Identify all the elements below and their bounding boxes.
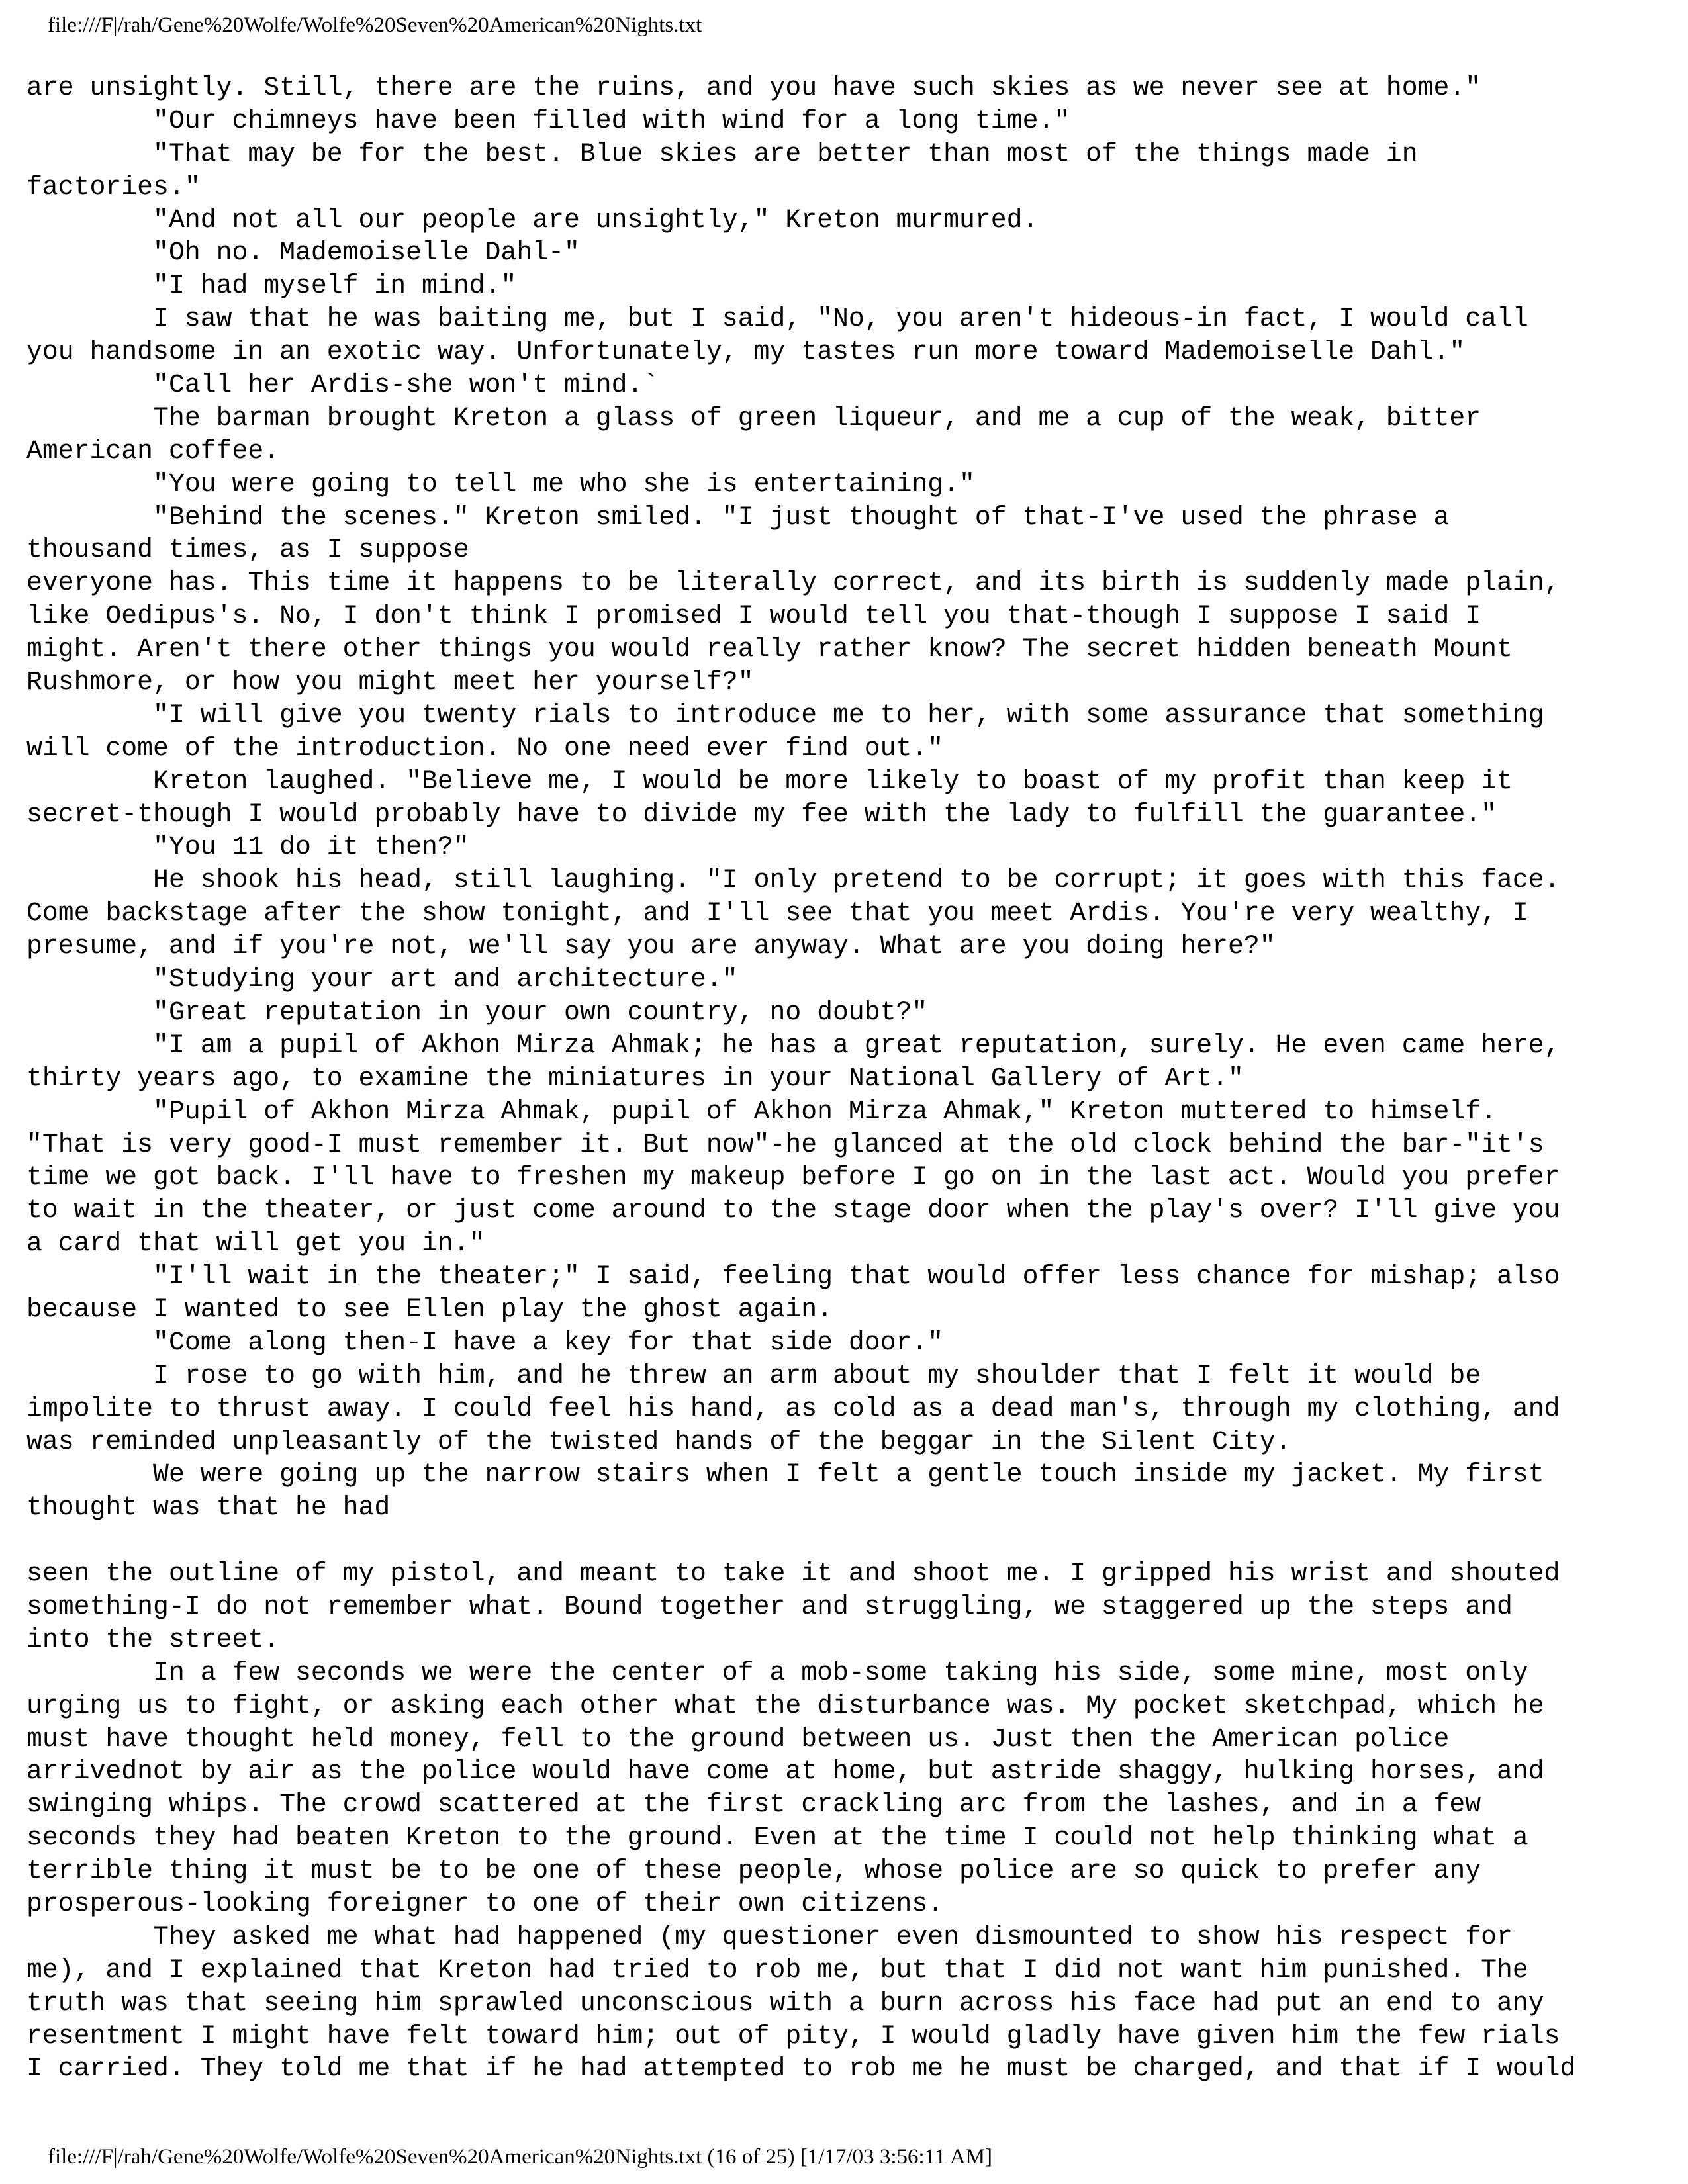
text-line: "Come along then-I have a key for that side door." — [26, 1327, 944, 1357]
text-line: "Pupil of Akhon Mirza Ahmak, pupil of Akhon Mirza Ahmak," Kreton muttered to himself. — [26, 1096, 1497, 1126]
text-line: thirty years ago, to examine the miniatures in your National Gallery of Art." — [26, 1063, 1244, 1093]
text-line: He shook his head, still laughing. "I only pretend to be corrupt; it goes with this face. — [26, 865, 1560, 895]
text-line: into the street. — [26, 1624, 280, 1655]
text-line: The barman brought Kreton a glass of green liqueur, and me a cup of the weak, bitter — [26, 402, 1481, 433]
text-line: something-I do not remember what. Bound together and struggling, we staggered up the steps and — [26, 1591, 1513, 1621]
text-line: seen the outline of my pistol, and meant to take it and shoot me. I gripped his wrist and shouted — [26, 1559, 1560, 1589]
text-line: impolite to thrust away. I could feel his hand, as cold as a dead man's, through my clothing, and — [26, 1393, 1560, 1424]
text-line: I carried. They told me that if he had attempted to rob me he must be charged, and that if I would — [26, 2054, 1576, 2084]
text-line — [26, 1524, 1668, 1557]
text-line: seconds they had beaten Kreton to the ground. Even at the time I could not help thinking what a — [26, 1823, 1528, 1853]
text-line: They asked me what had happened (my questioner even dismounted to show his respect for — [26, 1921, 1513, 1952]
text-line: "That is very good-I must remember it. But now"-he glanced at the old clock behind the bar-"it's — [26, 1129, 1544, 1160]
text-line: "You 11 do it then?" — [26, 832, 469, 862]
text-line: "I am a pupil of Akhon Mirza Ahmak; he has a great reputation, surely. He even came here, — [26, 1030, 1560, 1060]
text-line: "Call her Ardis-she won't mind.` — [26, 370, 659, 400]
text-line: "I will give you twenty rials to introduce me to her, with some assurance that something — [26, 700, 1544, 730]
text-line: I rose to go with him, and he threw an arm about my shoulder that I felt it would be — [26, 1360, 1481, 1390]
text-line: In a few seconds we were the center of a mob-some taking his side, some mine, most only — [26, 1657, 1528, 1688]
text-line: terrible thing it must be to be one of these people, whose police are so quick to prefer any — [26, 1856, 1481, 1886]
text-line: because I wanted to see Ellen play the ghost again. — [26, 1294, 833, 1324]
text-line: will come of the introduction. No one need ever find out." — [26, 733, 944, 763]
text-line: Rushmore, or how you might meet her yourself?" — [26, 667, 754, 698]
text-line: "I'll wait in the theater;" I said, feeling that would offer less chance for mishap; also — [26, 1261, 1560, 1292]
text-line: "You were going to tell me who she is entertaining." — [26, 469, 975, 499]
footer-file-path: file:///F|/rah/Gene%20Wolfe/Wolfe%20Seven%20American%20Nights.txt (16 of 25) [1/17/03 3:56:11 AM] — [48, 2145, 993, 2169]
text-line: American coffee. — [26, 435, 280, 466]
text-line: "Oh no. Mademoiselle Dahl-" — [26, 238, 580, 268]
text-line: to wait in the theater, or just come around to the stage door when the play's over? I'll give you — [26, 1195, 1560, 1226]
text-line: "That may be for the best. Blue skies are better than most of the things made in — [26, 138, 1418, 169]
text-line: thought was that he had — [26, 1492, 391, 1523]
header-file-path: file:///F|/rah/Gene%20Wolfe/Wolfe%20Seven%20American%20Nights.txt — [48, 13, 702, 37]
text-line: thousand times, as I suppose — [26, 535, 469, 565]
text-line: Kreton laughed. "Believe me, I would be more likely to boast of my profit than keep it — [26, 766, 1513, 796]
text-line: "Behind the scenes." Kreton smiled. "I just thought of that-I've used the phrase a — [26, 502, 1450, 532]
text-line: was reminded unpleasantly of the twisted hands of the beggar in the Silent City. — [26, 1426, 1291, 1457]
text-line: might. Aren't there other things you would really rather know? The secret hidden beneath Mount — [26, 634, 1513, 664]
text-line: We were going up the narrow stairs when I felt a gentle touch inside my jacket. My first — [26, 1459, 1544, 1490]
document-body — [26, 71, 1668, 2085]
text-line: arrivednot by air as the police would have come at home, but astride shaggy, hulking horses, and — [26, 1756, 1544, 1787]
text-line: you handsome in an exotic way. Unfortunately, my tastes run more toward Mademoiselle Dahl." — [26, 337, 1466, 367]
text-line: presume, and if you're not, we'll say you are anyway. What are you doing here?" — [26, 931, 1276, 962]
text-line: "Our chimneys have been filled with wind for a long time." — [26, 105, 1070, 136]
text-line: secret-though I would probably have to divide my fee with the lady to fulfill the guarantee." — [26, 799, 1497, 829]
text-line: "And not all our people are unsightly," Kreton murmured. — [26, 205, 1039, 235]
text-line: resentment I might have felt toward him; out of pity, I would gladly have given him the few rials — [26, 2021, 1560, 2051]
text-line: me), and I explained that Kreton had tried to rob me, but that I did not want him punished. The — [26, 1954, 1528, 1985]
text-line: everyone has. This time it happens to be literally correct, and its birth is suddenly made plain, — [26, 568, 1560, 598]
text-line: are unsightly. Still, there are the ruins, and you have such skies as we never see at home." — [26, 73, 1481, 103]
text-line: urging us to fight, or asking each other what the disturbance was. My pocket sketchpad, which he — [26, 1690, 1544, 1721]
text-line: I saw that he was baiting me, but I said, "No, you aren't hideous-in fact, I would call — [26, 304, 1528, 334]
text-line: a card that will get you in." — [26, 1228, 485, 1259]
text-line: swinging whips. The crowd scattered at the first crackling arc from the lashes, and in a few — [26, 1790, 1481, 1820]
text-line: time we got back. I'll have to freshen my makeup before I go on in the last act. Would you prefer — [26, 1162, 1560, 1193]
text-line: like Oedipus's. No, I don't think I promised I would tell you that-though I suppose I said I — [26, 601, 1481, 631]
text-line: "Studying your art and architecture." — [26, 964, 738, 995]
text-line: factories." — [26, 171, 201, 202]
text-line: must have thought held money, fell to the ground between us. Just then the American police — [26, 1723, 1450, 1754]
text-line: Come backstage after the show tonight, and I'll see that you meet Ardis. You're very wealthy, I — [26, 898, 1528, 929]
text-line: "I had myself in mind." — [26, 271, 517, 301]
text-line: "Great reputation in your own country, no doubt?" — [26, 997, 928, 1027]
text-line: prosperous-looking foreigner to one of their own citizens. — [26, 1888, 944, 1919]
text-line: truth was that seeing him sprawled unconscious with a burn across his face had put an end to any — [26, 1987, 1544, 2018]
